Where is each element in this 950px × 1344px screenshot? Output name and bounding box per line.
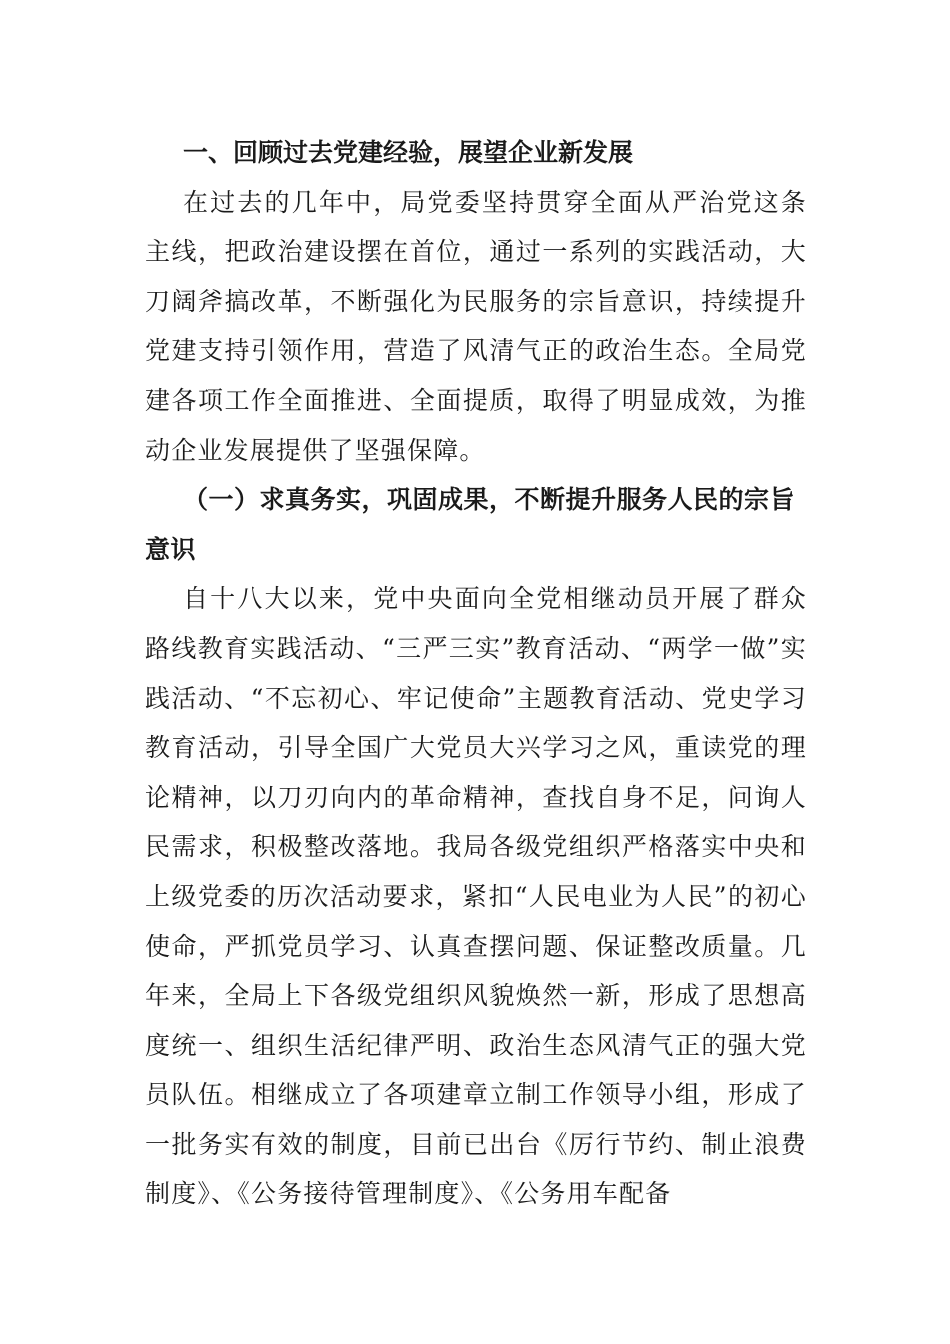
subsection-heading: （一）求真务实，巩固成果，不断提升服务人民的宗旨意识 (145, 485, 796, 564)
document-page (145, 128, 807, 1219)
paragraph-body: 自十八大以来，党中央面向全党相继动员开展了群众路线教育实践活动、“三严三实”教育活动、“两学一做”实践活动、“不忘初心、牢记使命”主题教育活动、党史学习教育活动，引导全国广大党员大兴学习之风，重读党的理论精神，以刀刃向内的革命精神，查找自身不足，问询人民需求，积极整改落地。我局各级党组织严格落实中央和上级党委的历次活动要求，紧扣“人民电业为人民”的初心使命，严抓党员学习、认真查摆问题、保证整改质量。几年来，全局上下各级党组织风貌焕然一新，形成了思想高度统一、组织生活纪律严明、政治生态风清气正的强大党员队伍。相继成立了各项建章立制工作领导小组，形成了一批务实有效的制度，目前已出台《厉行节约、制止浪费制度》、《公务接待管理制度》、《公务用车配备 (145, 584, 807, 1209)
paragraph-intro: 在过去的几年中，局党委坚持贯穿全面从严治党这条主线，把政治建设摆在首位，通过一系列的实践活动，大刀阔斧搞改革，不断强化为民服务的宗旨意识，持续提升党建支持引领作用，营造了风清气正的政治生态。全局党建各项工作全面推进、全面提质，取得了明显成效，为推动企业发展提供了坚强保障。 (145, 187, 807, 465)
section-heading: 一、回顾过去党建经验，展望企业新发展 (183, 138, 634, 167)
